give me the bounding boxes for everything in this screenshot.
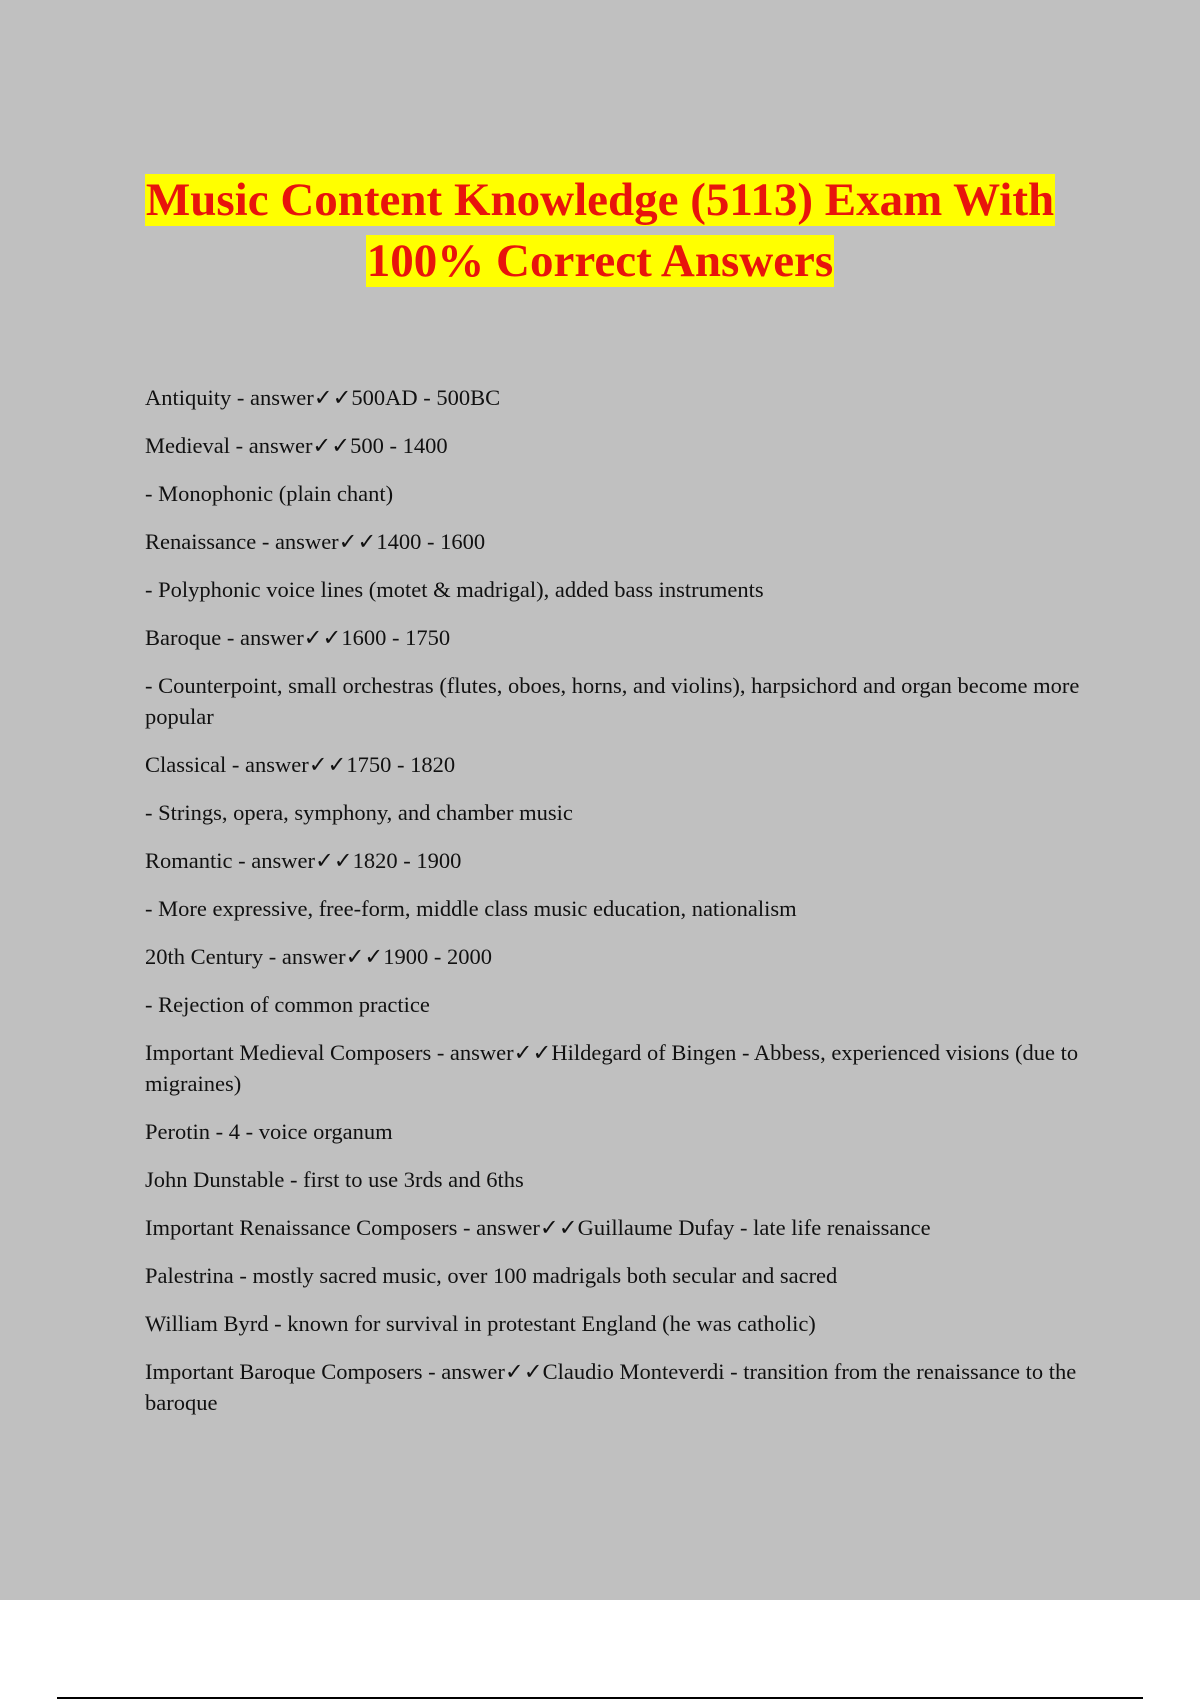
entry-renaissance: Renaissance - answer✓✓1400 - 1600 xyxy=(145,529,486,554)
entry-20th-century-note: - Rejection of common practice xyxy=(145,992,430,1017)
entry-dunstable: John Dunstable - first to use 3rds and 6ths xyxy=(145,1167,524,1192)
entry-renaissance-note: - Polyphonic voice lines (motet & madrigal), added bass instruments xyxy=(145,577,764,602)
entry-romantic: Romantic - answer✓✓1820 - 1900 xyxy=(145,848,462,873)
document-body xyxy=(145,382,1095,1435)
document-title xyxy=(100,170,1100,292)
entry-medieval-note: - Monophonic (plain chant) xyxy=(145,481,394,506)
entry-renaissance-composers: Important Renaissance Composers - answer✓✓Guillaume Dufay - late life renaissance xyxy=(145,1215,931,1240)
entry-20th-century: 20th Century - answer✓✓1900 - 2000 xyxy=(145,944,493,969)
entry-medieval: Medieval - answer✓✓500 - 1400 xyxy=(145,433,448,458)
entry-baroque-note: - Counterpoint, small orchestras (flutes, oboes, horns, and violins), harpsichord and organ become more popular xyxy=(145,673,1080,729)
entry-palestrina: Palestrina - mostly sacred music, over 100 madrigals both secular and sacred xyxy=(145,1263,838,1288)
footer-divider xyxy=(57,1697,1143,1699)
entry-classical: Classical - answer✓✓1750 - 1820 xyxy=(145,752,456,777)
title-line-1: Music Content Knowledge (5113) Exam With xyxy=(145,174,1055,226)
entry-romantic-note: - More expressive, free-form, middle class music education, nationalism xyxy=(145,896,797,921)
entry-antiquity: Antiquity - answer✓✓500AD - 500BC xyxy=(145,385,501,410)
title-line-2: 100% Correct Answers xyxy=(366,235,834,287)
entry-classical-note: - Strings, opera, symphony, and chamber music xyxy=(145,800,573,825)
entry-perotin: Perotin - 4 - voice organum xyxy=(145,1119,393,1144)
entry-medieval-composers: Important Medieval Composers - answer✓✓Hildegard of Bingen - Abbess, experienced visions (due to migraines) xyxy=(145,1040,1079,1096)
entry-baroque-composers: Important Baroque Composers - answer✓✓Claudio Monteverdi - transition from the renaissance to the baroque xyxy=(145,1359,1077,1415)
entry-byrd: William Byrd - known for survival in protestant England (he was catholic) xyxy=(145,1311,816,1336)
entry-baroque: Baroque - answer✓✓1600 - 1750 xyxy=(145,625,451,650)
